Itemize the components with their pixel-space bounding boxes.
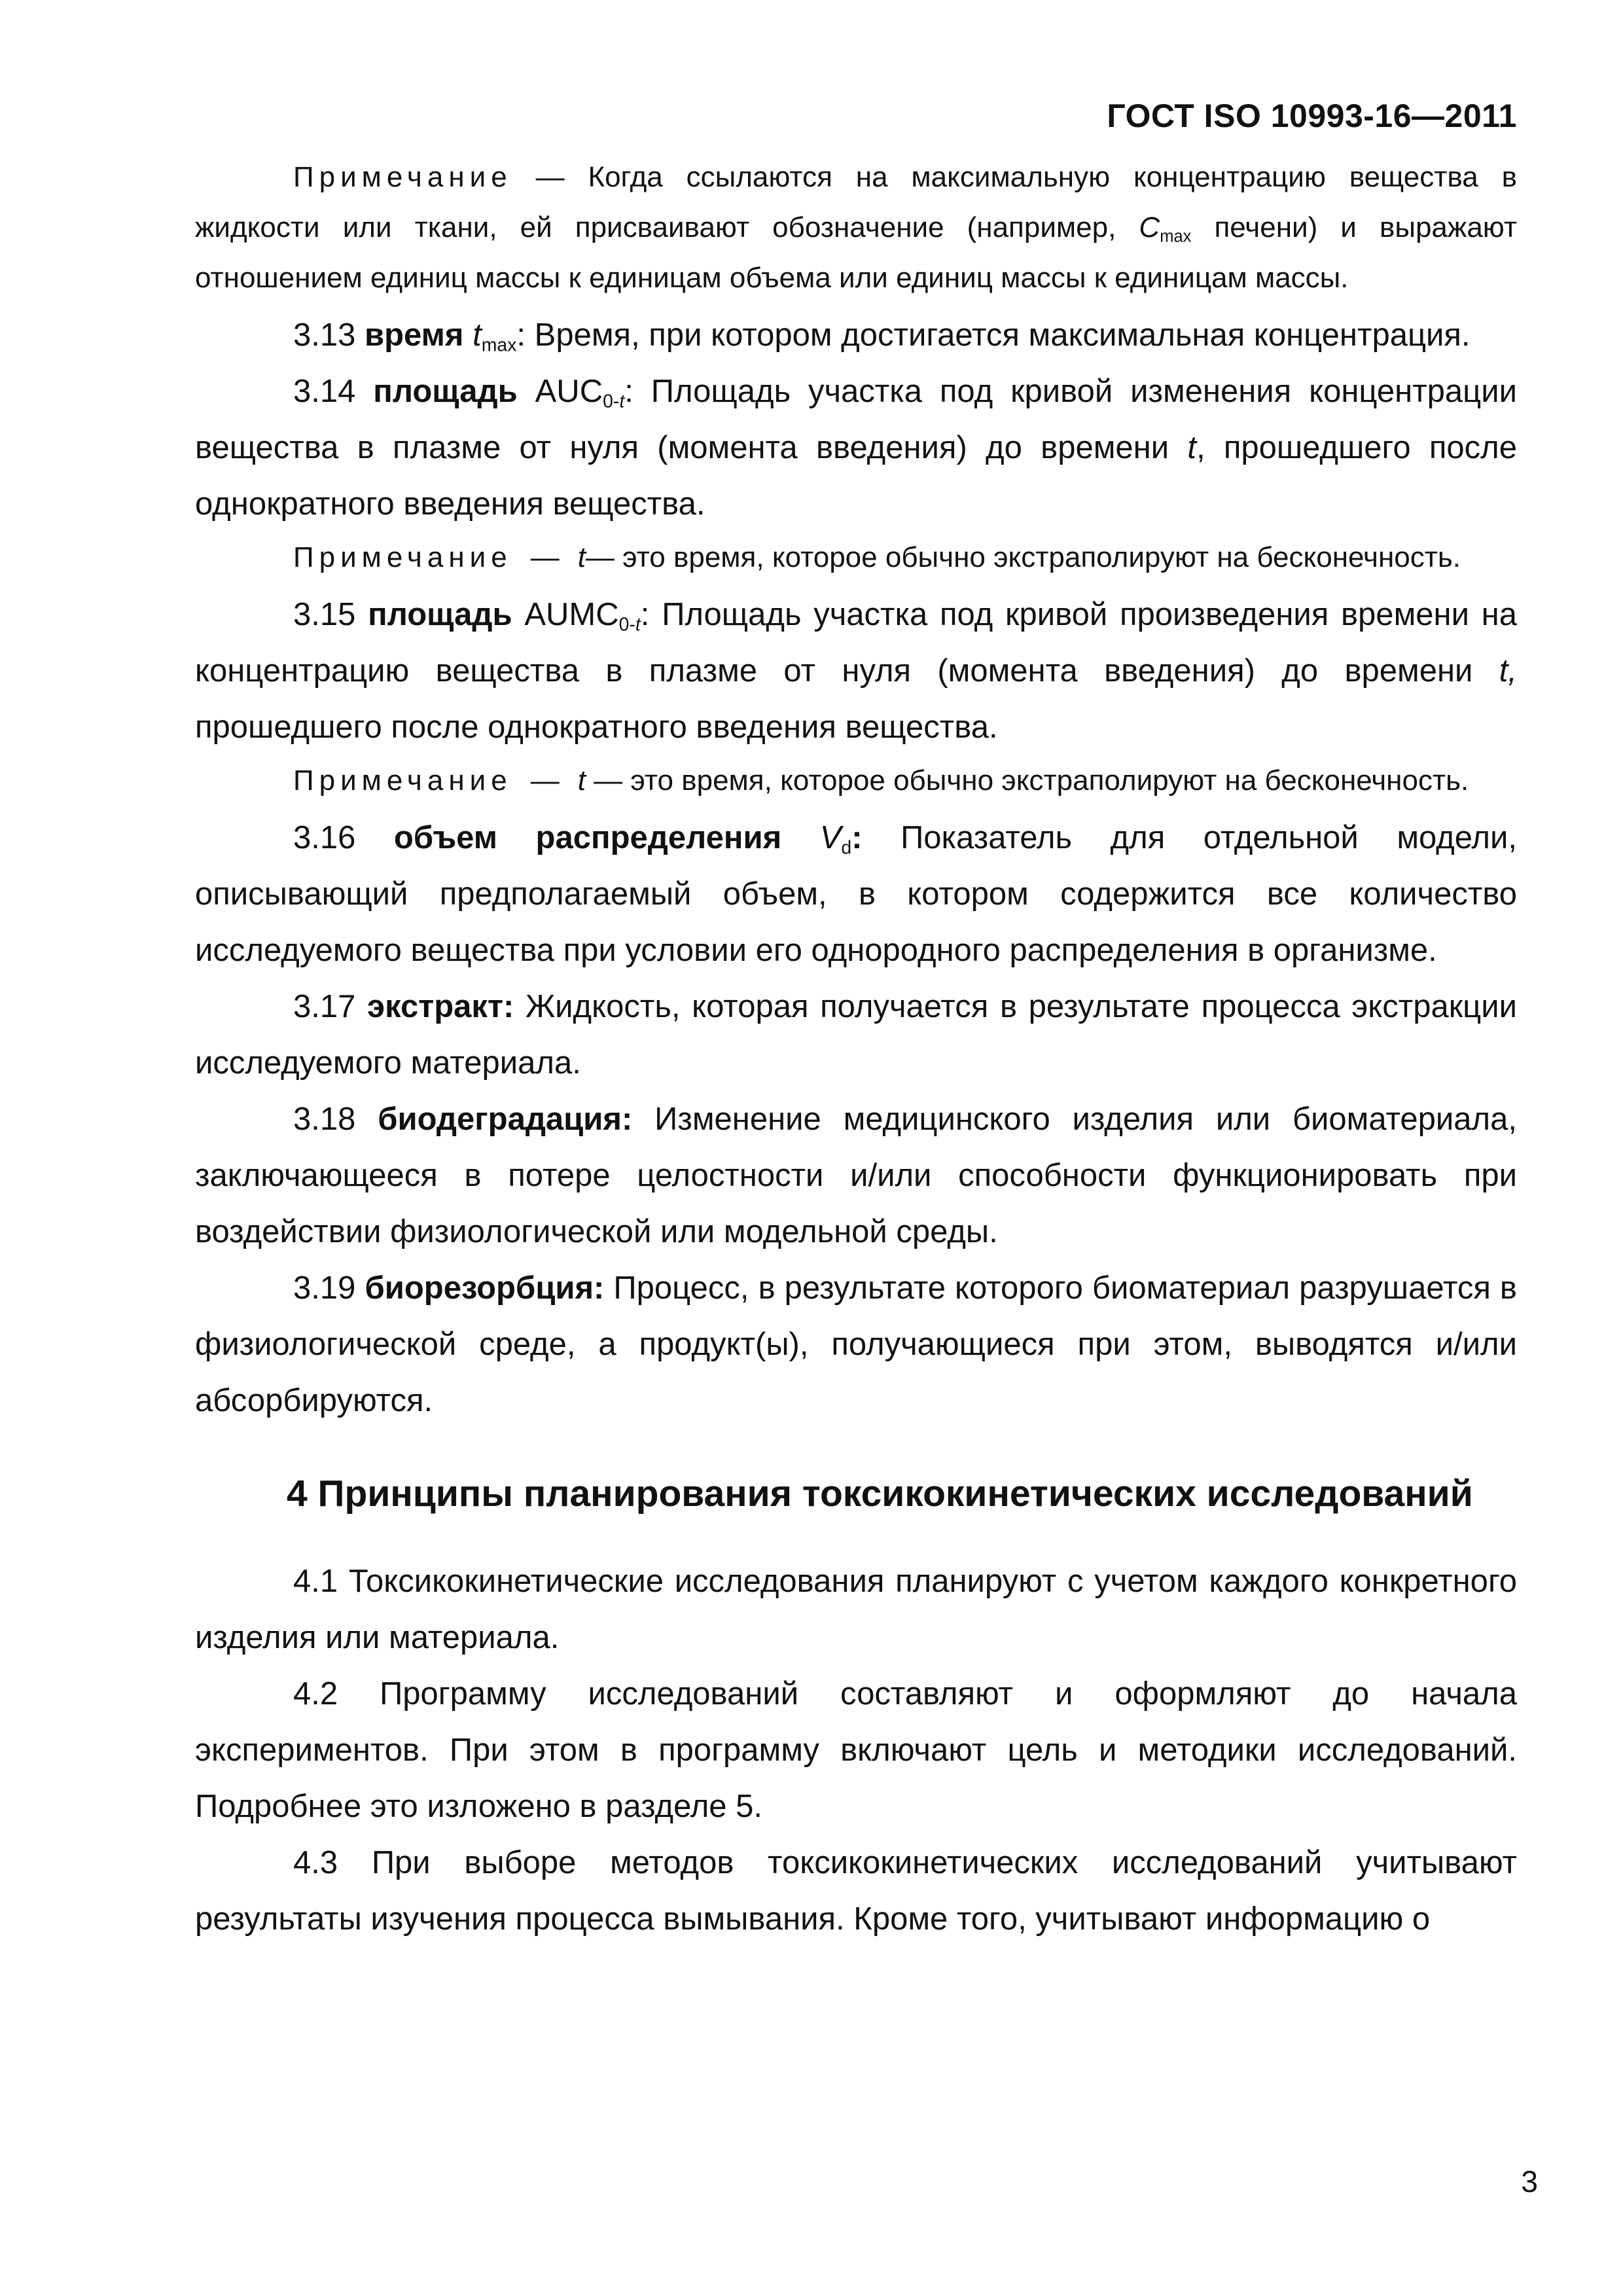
note-3-12: Примечание — Когда ссылаются на максимальную концентрацию вещества в жидкости или ткани, ей присваивают обозначение (например, $C_{max}$ печени) и выражают отношением единиц массы к единицам объема или единиц массы к единицам массы.: [195, 161, 1517, 294]
paragraph-4-3: 4.3 При выборе методов токсикокинетических исследований учитывают результаты изучения процесса вымывания. Кроме того, учитывают информацию о: [195, 1845, 1517, 1937]
term: объем распределения: [393, 820, 782, 855]
paragraph-4-1: 4.1 Токсикокинетические исследования планируют с учетом каждого конкретного изделия или материала.: [195, 1564, 1517, 1655]
term: экстракт:: [367, 989, 514, 1024]
term: биодеградация:: [378, 1102, 633, 1137]
term: площадь: [368, 597, 512, 632]
page-number: 3: [1521, 2164, 1538, 2198]
definition-3-19: 3.19 биорезорбция: Процесс, в результате которого биоматериал разрушается в физиологической среде, а продукт(ы), получающиеся при этом, выводятся и/или абсорбируются.: [195, 1270, 1517, 1418]
term: биорезорбция:: [365, 1270, 605, 1306]
definition-3-15: 3.15 площадь $AUMC_{0-t}$: Площадь участка под кривой произведения времени на концентрацию вещества в плазме от нуля (момента введения) до времени t, прошедшего после однократного введения вещества.: [195, 597, 1517, 745]
term: площадь: [373, 374, 518, 409]
section-4-heading: 4 Принципы планирования токсикокинетических исследований: [287, 1473, 1473, 1515]
page-body: [195, 152, 1517, 1947]
note-3-14: Примечание — t— это время, которое обычно экстраполируют на бесконечность.: [293, 541, 1461, 573]
note-3-15: Примечание — t — это время, которое обычно экстраполируют на бесконечность.: [293, 764, 1469, 797]
paragraph-4-2: 4.2 Программу исследований составляют и оформляют до начала экспериментов. При этом в программу включают цель и методики исследований. Подробнее это изложено в разделе 5.: [195, 1676, 1517, 1824]
document-code: ГОСТ ISO 10993-16—2011: [1107, 98, 1517, 134]
note-label: Примечание: [293, 161, 512, 193]
definition-3-14: 3.14 площадь $AUC_{0-t}$: Площадь участка под кривой изменения концентрации вещества в плазме от нуля (момента введения) до времени t, прошедшего после однократного введения вещества.: [195, 374, 1517, 522]
definition-3-17: 3.17 экстракт: Жидкость, которая получается в результате процесса экстракции исследуемого материала.: [195, 989, 1517, 1081]
term: время: [365, 317, 464, 353]
definition-3-13: 3.13 время $t_{max}$: Время, при котором достигается максимальная концентрация.: [293, 317, 1471, 356]
definition-3-16: 3.16 объем распределения $V_d$: Показатель для отдельной модели, описывающий предполагаемый объем, в котором содержится все количество исследуемого вещества при условии его однородного распределения в организме.: [195, 820, 1517, 968]
definition-3-18: 3.18 биодеградация: Изменение медицинского изделия или биоматериала, заключающееся в потере целостности и/или способности функционировать при воздействии физиологической или модельной среды.: [195, 1102, 1517, 1249]
